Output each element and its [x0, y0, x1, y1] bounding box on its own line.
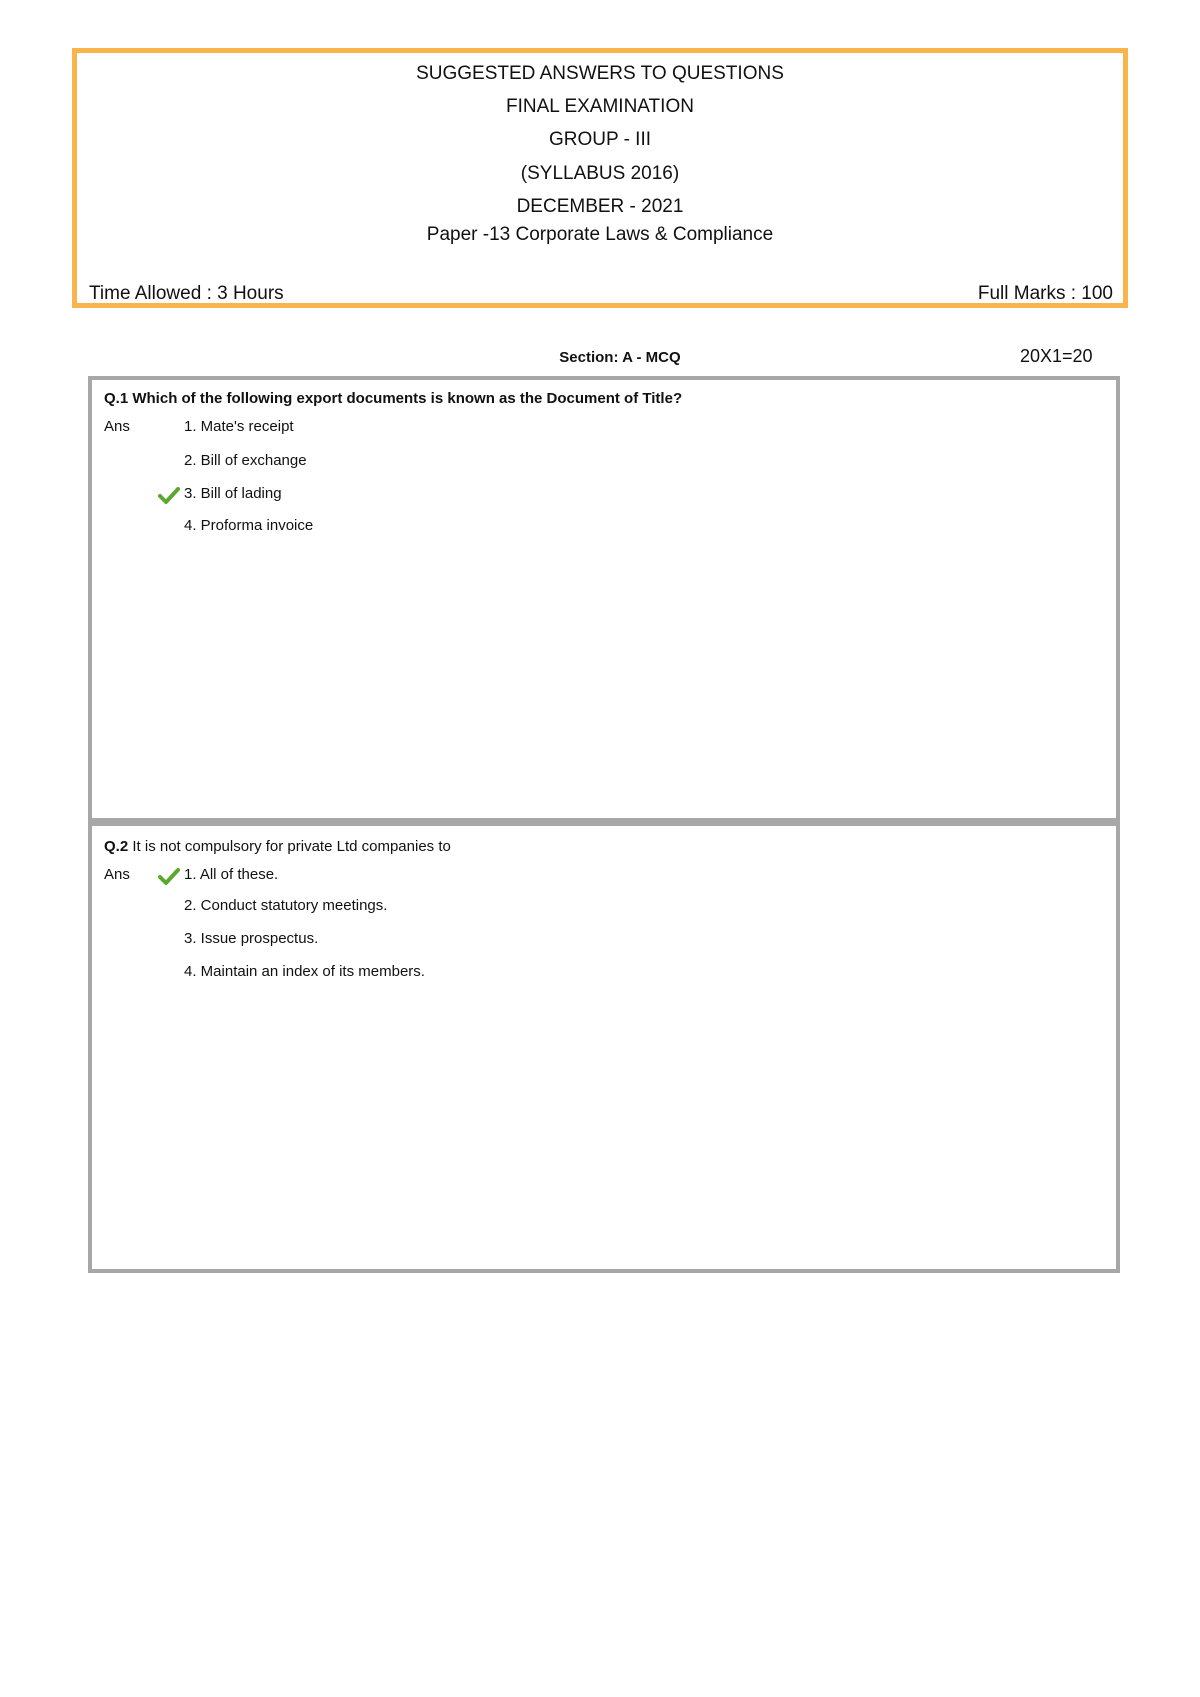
header-syllabus: (SYLLABUS 2016): [520, 163, 680, 184]
check-icon: [158, 486, 180, 504]
header-date: DECEMBER - 2021: [516, 196, 684, 217]
question-body-1: Which of the following export documents is known as the Document of Title?: [132, 390, 683, 407]
check-icon: [158, 867, 180, 885]
question-text-2: [104, 838, 451, 855]
ans-label-2: Ans: [104, 866, 130, 883]
q2-option-2: 2. Conduct statutory meetings.: [184, 897, 388, 914]
time-allowed: Time Allowed : 3 Hours: [89, 283, 284, 304]
question-text-1: [104, 390, 682, 407]
q1-option-4: 4. Proforma invoice: [184, 517, 314, 534]
exam-header: [72, 48, 1128, 308]
header-title: SUGGESTED ANSWERS TO QUESTIONS: [416, 63, 784, 84]
section-title: Section: A - MCQ: [559, 349, 681, 366]
q1-option-2: 2. Bill of exchange: [184, 452, 307, 469]
header-paper: Paper -13 Corporate Laws & Compliance: [426, 224, 774, 245]
question-box-2: [88, 822, 1120, 1273]
question-number-2: Q.2: [104, 838, 129, 855]
q1-option-3: 3. Bill of lading: [184, 485, 282, 502]
header-exam-name: FINAL EXAMINATION: [506, 96, 694, 117]
section-marks: 20X1=20: [1020, 346, 1093, 366]
question-number-1: Q.1: [104, 390, 129, 407]
q2-option-3: 3. Issue prospectus.: [184, 930, 319, 947]
ans-label-1: Ans: [104, 418, 130, 435]
q2-option-4: 4. Maintain an index of its members.: [184, 963, 425, 980]
question-box-1: [88, 376, 1120, 822]
q2-option-1: 1. All of these.: [184, 866, 279, 883]
question-body-2: It is not compulsory for private Ltd companies to: [132, 838, 451, 855]
header-group: GROUP - III: [548, 129, 652, 150]
q1-option-1: 1. Mate's receipt: [184, 418, 294, 435]
full-marks: Full Marks : 100: [977, 283, 1113, 304]
